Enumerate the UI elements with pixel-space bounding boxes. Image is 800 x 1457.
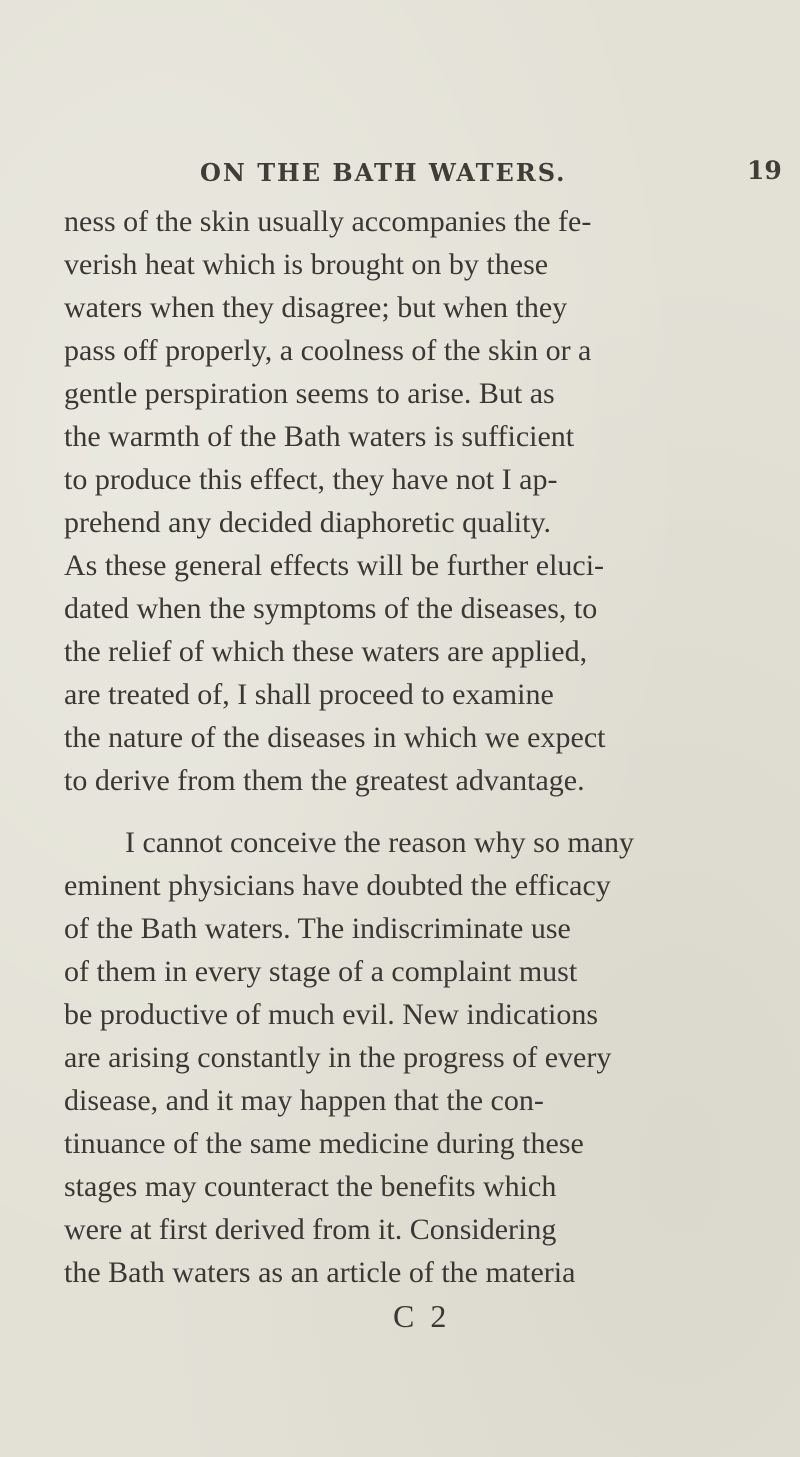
text-line: to produce this effect, they have not I ap-	[64, 463, 558, 496]
text-line: verish heat which is brought on by these	[64, 248, 549, 281]
text-line: of the Bath waters. The indiscriminate use	[64, 912, 571, 945]
text-line: the warmth of the Bath waters is sufficient	[64, 420, 575, 453]
text-line: pass off properly, a coolness of the skin or a	[64, 334, 592, 367]
text-line: gentle perspiration seems to arise. But as	[64, 377, 555, 410]
text-line: I cannot conceive the reason why so many	[125, 826, 634, 859]
text-line: waters when they disagree; but when they	[64, 291, 568, 324]
text-line: the Bath waters as an article of the materia	[64, 1256, 576, 1289]
text-line: tinuance of the same medicine during these	[64, 1127, 584, 1160]
text-line: are arising constantly in the progress of every	[64, 1041, 612, 1074]
text-line: As these general effects will be further eluci-	[64, 549, 605, 582]
running-title: ON THE BATH WATERS.	[200, 158, 567, 187]
text-line: the nature of the diseases in which we expect	[64, 721, 606, 754]
text-line: were at first derived from it. Considering	[64, 1213, 557, 1246]
text-line: ness of the skin usually accompanies the fe-	[64, 205, 592, 238]
text-line: be productive of much evil. New indications	[64, 998, 599, 1031]
text-line: disease, and it may happen that the con-	[64, 1084, 544, 1117]
running-head	[0, 158, 800, 198]
text-line: prehend any decided diaphoretic quality.	[64, 506, 552, 539]
text-line: of them in every stage of a complaint must	[64, 955, 578, 988]
text-line: dated when the symptoms of the diseases, to	[64, 592, 598, 625]
page-number: 19	[747, 156, 782, 185]
text-line: are treated of, I shall proceed to examine	[64, 678, 554, 711]
signature-mark: C 2	[393, 1298, 451, 1334]
text-line: the relief of which these waters are applied,	[64, 635, 588, 668]
text-line: stages may counteract the benefits which	[64, 1170, 557, 1203]
text-line: to derive from them the greatest advantage.	[64, 764, 585, 797]
text-line: eminent physicians have doubted the efficacy	[64, 869, 611, 902]
